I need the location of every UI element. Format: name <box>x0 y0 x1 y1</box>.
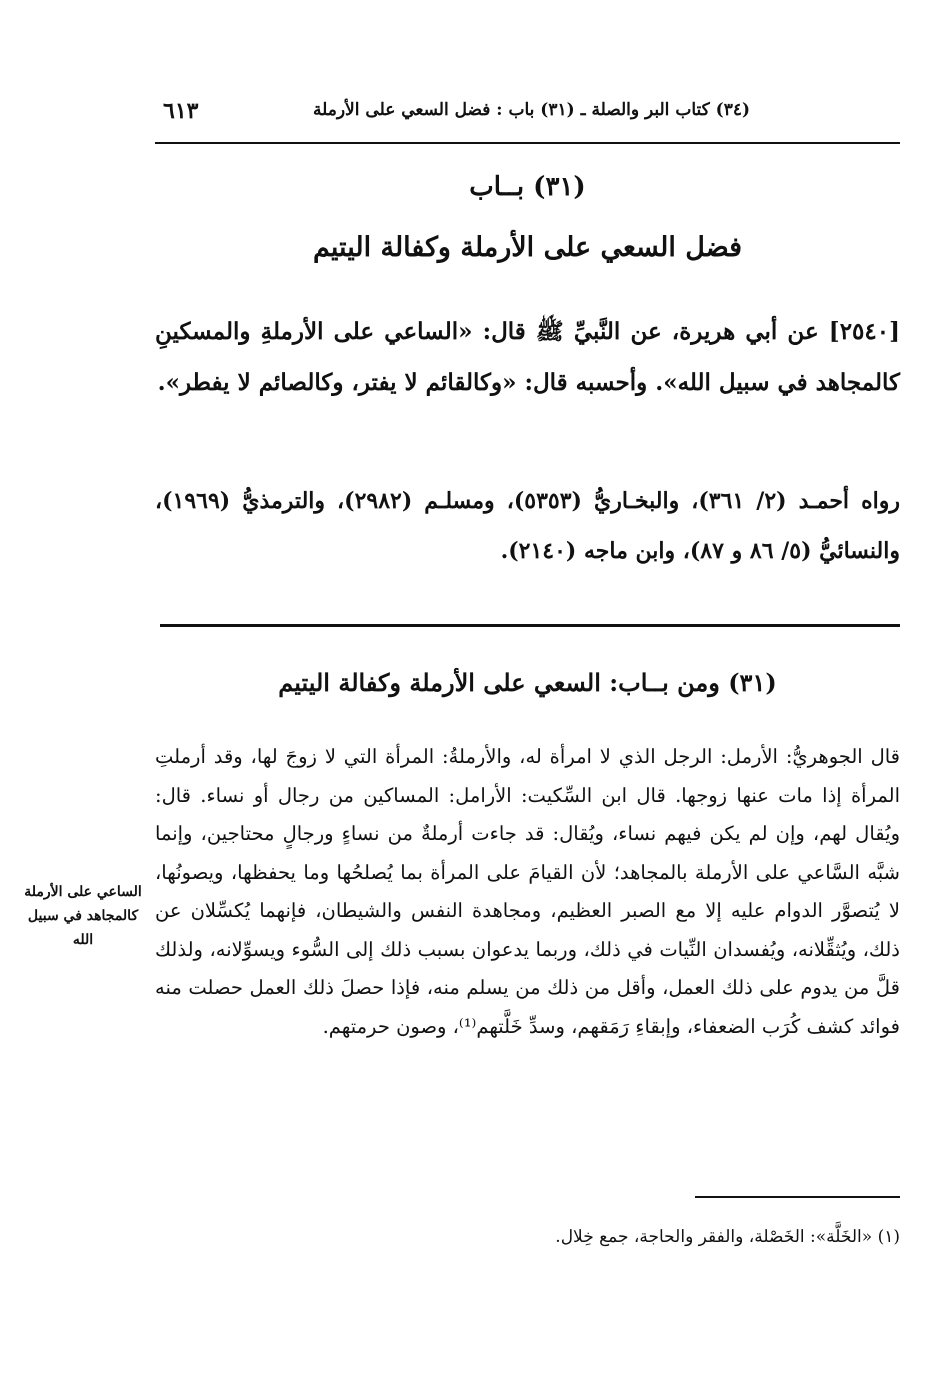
running-header <box>155 96 900 126</box>
header-rule <box>155 142 900 144</box>
hadith-text: [٢٥٤٠] عن أبي هريرة، عن النَّبيِّ ﷺ قال: «الساعي على الأرملةِ والمسكينِ كالمجاهد في سبيل الله». وأحسبه قال: «وكالقائم لا يفتر، وكالصائم لا يفطر». <box>155 318 900 396</box>
commentary-text: قال الجوهريُّ: الأرمل: الرجل الذي لا امرأة له، والأرملةُ: المرأة التي لا زوجَ لها، وقد أرملتِ المرأة إذا مات عنها زوجها. قال ابن السِّكيت: الأرامل: المساكين من رجال أو نساء. قال: ويُقال لهم، وإن لم يكن فيهم نساء، ويُقال: قد جاءت أرملةٌ من نساءٍ ورجالٍ محتاجين، وإنما شبَّه السَّاعي على الأرملة بالمجاهد؛ لأن القيامَ على المرأة بما يُصلحُها وما يحفظها، ويصونُها، لا يُتصوَّر الدوام عليه إلا مع الصبر العظيم، ومجاهدة النفس والشيطان، فإنهما يُكسِّلان عن ذلك، ويُثقِّلانه، ويُفسدان النِّيات في ذلك، وربما يدعوان بسبب ذلك إلى السُّوء ويسوِّلانه، ولذلك قلَّ من يدوم على ذلك العمل، وأقل من ذلك من يسلم منه، فإذا حصلَ ذلك العمل حصلت منه فوائد كشف كُرَب الضعفاء، وإبقاءِ رَمَقهم، وسدِّ خَلَّتهم⁽¹⁾، وصون حرمتهم. <box>155 745 900 1038</box>
running-title: (٣٤) كتاب البر والصلة ـ (٣١) باب : فضل السعي على الأرملة <box>313 100 750 120</box>
footnote-divider <box>695 1196 900 1198</box>
section-divider <box>160 624 900 627</box>
margin-note: الساعي على الأرملة كالمجاهد في سبيل الله <box>24 884 142 948</box>
page-number: ٦١٣ <box>163 98 199 124</box>
chapter-title: فضل السعي على الأرملة وكفالة اليتيم <box>312 232 743 263</box>
footnote: (١) «الخَلَّة»: الخَصْلة، والفقر والحاجة، جمع خِلال. <box>555 1227 900 1247</box>
commentary-heading: (٣١) ومن بــاب: السعي على الأرملة وكفالة اليتيم <box>278 668 777 697</box>
chapter-number: (٣١) بــاب <box>469 172 586 202</box>
hadith-references: رواه أحمـد (٢/ ٣٦١)، والبخـاريُّ (٥٣٥٣)، ومسلـم (٢٩٨٢)، والترمذيُّ (١٩٦٩)، والنسائيُّ (٥/ ٨٦ و ٨٧)، وابن ماجه (٢١٤٠). <box>155 488 900 564</box>
